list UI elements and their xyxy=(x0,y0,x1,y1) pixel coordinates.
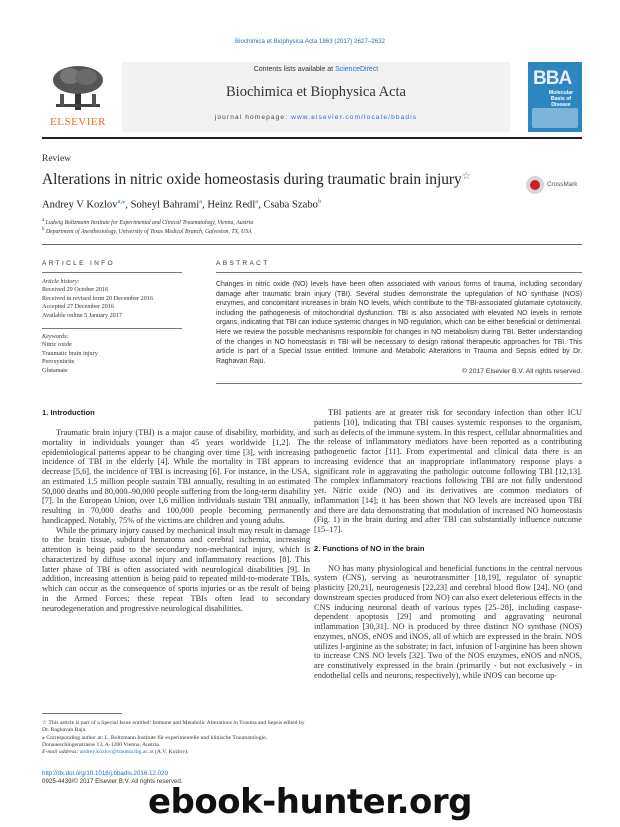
article-title-text: Alterations in nitric oxide homeostasis during traumatic brain injury xyxy=(42,171,462,188)
abstract-copyright: © 2017 Elsevier B.V. All rights reserved. xyxy=(462,368,582,375)
abstract-bottom-rule xyxy=(216,383,582,384)
author-affiliation-mark[interactable]: a xyxy=(199,198,203,205)
affiliation-text: Ludwig Boltzmann Institute for Experimental and Clinical Traumatology, Vienna, Austria xyxy=(45,219,254,226)
doi-link[interactable]: http://dx.doi.org/10.1016/j.bbadis.2016.12.020 xyxy=(42,770,168,777)
journal-info-box xyxy=(122,62,510,132)
header-divider xyxy=(42,244,582,245)
author-name[interactable]: Csaba Szabo xyxy=(263,199,318,211)
history-label: Article history: xyxy=(42,278,80,285)
author-name[interactable]: Soheyl Bahrami xyxy=(130,199,200,211)
keywords-rule xyxy=(42,328,182,329)
author-list: Andrey V Kozlov$^{a,⁎}$, Soheyl Bahrami$^a$, Heinz Redl$^a$, Csaba Szabo$^b$ xyxy=(42,198,322,211)
section-heading-introduction: 1. Introduction xyxy=(42,408,95,417)
keyword: Traumatic brain injury xyxy=(42,349,98,357)
homepage-link[interactable]: www.elsevier.com/locate/bbadis xyxy=(291,114,418,121)
publisher-name: ELSEVIER xyxy=(50,116,106,128)
email-label: E-mail address: xyxy=(42,749,80,756)
keyword: Glutamate xyxy=(42,366,68,374)
journal-masthead xyxy=(42,62,582,132)
footnote-special-issue: ☆ This article is part of a Special Issue entitled: Immune and Metabolic Alterations in Trauma and Sepsis edited by Dr. Raghavan Raju. xyxy=(42,720,305,734)
email-suffix: (A.V. Kozlov). xyxy=(153,749,189,756)
elsevier-logo[interactable] xyxy=(42,62,114,132)
article-info-rule xyxy=(42,272,182,273)
running-header[interactable]: Biochimica et Biophysica Acta 1863 (2017) 2627–2632 xyxy=(235,38,385,45)
body-paragraph: Traumatic brain injury (TBI) is a major cause of disability, morbidity, and mortality in individuals younger than 45 years worldwide [1,2]. The epidemiological patterns appear to be changing over time [3], with increasing incidence of TBI in the elderly [4]. While the mortality in TBI appears to decrease [5,6], the incidence of TBI is increasing [6]. For instance, in the USA, an estimated 1.5 million people sustain TBI annually, resulting in an estimated 50,000 deaths and 80,000–90,000 people suffering from the long-term disability [7]. In the European Union, over 1,6 million individuals sustain TBI annually, resulting in 70,000 deaths and 100,000 people becoming permanently handicapped. Notably, 75% of the victims are children and young adults. xyxy=(42,428,310,525)
footnote-corresponding-author: ⁎ Corresponding author at: L. Boltzmann Institute für experimentelle und klinische Traumatologie, Donaueschingenstrasse 13, A-1200 Vienna, Austria. xyxy=(42,734,268,748)
article-title xyxy=(42,171,471,189)
affiliation xyxy=(42,218,253,226)
masthead-divider xyxy=(42,137,582,139)
body-paragraph: While the primary injury caused by mechanical insult may result in damage to the brain tissue, subdural hematoma and cerebral ischemia, increasing attention is being paid to the secondary non-mechanical injury, which is characterized by diffuse axonal injury and inflammatory reactions [8]. This latter phase of TBI is often associated with neurological disabilities [9]. In addition, increasing attention is being paid to repeated mild-to-moderate TBIs, which can occur as the consequence of sports injuries or as the result of being in the Armed Forces; these repeat TBIs often lead to secondary neurodegeneration and progressive neurological disabilities. xyxy=(42,525,310,613)
issn-copyright: 0925-4439/© 2017 Elsevier B.V. All rights reserved. xyxy=(42,778,183,786)
crossmark-badge[interactable] xyxy=(526,176,586,194)
section-heading-functions: 2. Functions of NO in the brain xyxy=(314,543,425,553)
footnote-rule xyxy=(42,713,122,714)
history-entry: Available online 5 January 2017 xyxy=(42,311,122,319)
watermark: ebook-hunter.org xyxy=(147,782,473,822)
cover-subtitle: Molecular Basis of Disease xyxy=(548,90,574,108)
history-entry: Accepted 27 December 2016 xyxy=(42,303,114,311)
history-entry: Received 29 October 2016 xyxy=(42,286,109,294)
title-footnote-mark[interactable]: ☆ xyxy=(461,171,471,182)
email-link[interactable]: andrey.kozlov@trauma.lbg.ac.at xyxy=(79,749,154,756)
affiliation-mark: a xyxy=(42,218,45,223)
author-affiliation-mark[interactable]: b xyxy=(317,198,322,205)
contents-line xyxy=(122,66,510,73)
crossmark-icon xyxy=(526,176,544,194)
affiliation-text: Department of Anesthesiology, University of Texas Medical Branch, Galveston, TX, USA xyxy=(45,228,252,235)
journal-title: Biochimica et Biophysica Acta xyxy=(226,84,406,100)
sciencedirect-link[interactable]: ScienceDirect xyxy=(335,66,379,73)
crossmark-icon-center xyxy=(530,180,540,190)
journal-cover-thumbnail[interactable] xyxy=(528,62,582,132)
author-name[interactable]: Andrey V Kozlov xyxy=(42,199,118,211)
author-affiliation-mark[interactable]: a xyxy=(255,198,259,205)
abstract-rule xyxy=(216,272,582,273)
keyword: Nitric oxide xyxy=(42,341,72,349)
abstract-text: Changes in nitric oxide (NO) levels have been often associated with various forms of trauma, including secondary damage after traumatic brain injury (TBI). Several studies demonstrate the upregulation of NO synthase (NOS) enzymes, and concomitant increases in brain NO levels, which contribute to the TBI-associated glutamate cytotoxicity, including the pathogenesis of mitochondrial dysfunction. TBI is also associated with elevated NO levels in remote organs, indicating that TBI can induce systemic changes in NO regulation, which can be either beneficial or detrimental. Here we review the possible mechanisms responsible for changes in NO metabolism during TBI. Better understanding of the changes in NO homeostasis in TBI will be necessary to design rational therapeutic approaches for TBI. This article is part of a Special Issue entitled: Immune and Metabolic Alterations in Trauma and Sepsis edited by Dr. Raghavan Raju. xyxy=(216,281,582,365)
body-paragraph: NO has many physiological and beneficial functions in the central nervous system (CNS), serving as neurotransmitter [18,19], regulator of synaptic plasticity [20,21], neurogenesis [22,23] and cerebral blood flow [24]. NO (and downstream species produced from NO) can also exert deleterious effects in the CNS inducing neuronal death of various types [25–28], including caspase-dependent apoptosis [29] and promoting and aggravating neuronal inflammation [30,31]. NO is produced by three distinct NO synthase (NOS) enzymes, nNOS, eNOS and iNOS, all of which are expressed in the brain. NOS utilizes l-arginine as the substrate; in fact, infusion of l-arginine has been shown to increase CNS NO levels [32]. Two of the NOS enzymes, eNOS and nNOS, are constitutively expressed in the brain (primarily - but not exclusively - in endothelial cells and neurons, respectively), while iNOS can become up- xyxy=(314,563,582,680)
cover-artwork xyxy=(532,108,578,128)
affiliation xyxy=(42,227,252,235)
author-affiliation-mark[interactable]: a,⁎ xyxy=(117,198,126,205)
journal-homepage xyxy=(122,114,510,121)
article-info-heading: ARTICLE INFO xyxy=(42,260,115,267)
footnotes xyxy=(42,720,310,756)
homepage-prefix: journal homepage: xyxy=(214,114,292,121)
history-entry: Received in revised form 20 December 2016 xyxy=(42,294,153,302)
elsevier-tree-icon xyxy=(50,64,106,112)
abstract-heading: ABSTRACT xyxy=(216,260,270,267)
body-column-right xyxy=(314,408,582,681)
crossmark-label: CrossMark xyxy=(547,181,578,188)
affiliation-mark: b xyxy=(42,227,45,232)
keyword: Peroxynitrite xyxy=(42,358,75,366)
contents-prefix: Contents lists available at xyxy=(253,66,336,73)
article-type: Review xyxy=(42,154,72,164)
keywords xyxy=(42,333,192,375)
cover-abbreviation: BBA xyxy=(533,68,572,89)
body-paragraph: TBI patients are at greater risk for secondary infection than other ICU patients [10], indicating that TBI causes systemic responses to the organism, such as defects of the immune system. In this respect, cellular abnormalities and the release of inflammatory mediators have been reported as a contributing pathogenetic factor [11]. From experimental and clinical data there is an increasing evidence that an inappropriate inflammatory response plays a significant role in aggravating the pathologic outcome following TBI [12,13]. The complex inflammatory reactions following TBI are not fully understood yet. Nitric oxide (NO) and its derivatives are common mediators of inflammation [14]; it has been shown that NO levels are increased upon TBI and there are data demonstrating that modulation of increased NO homeostasis (Fig. 1) in the brain during and after TBI can substantially influence outcome [15–17]. xyxy=(314,408,582,534)
footnote-email xyxy=(42,749,310,756)
body-column-left xyxy=(42,428,310,613)
article-history xyxy=(42,278,192,320)
keywords-label: Keywords: xyxy=(42,333,69,340)
author-name[interactable]: Heinz Redl xyxy=(207,199,256,211)
